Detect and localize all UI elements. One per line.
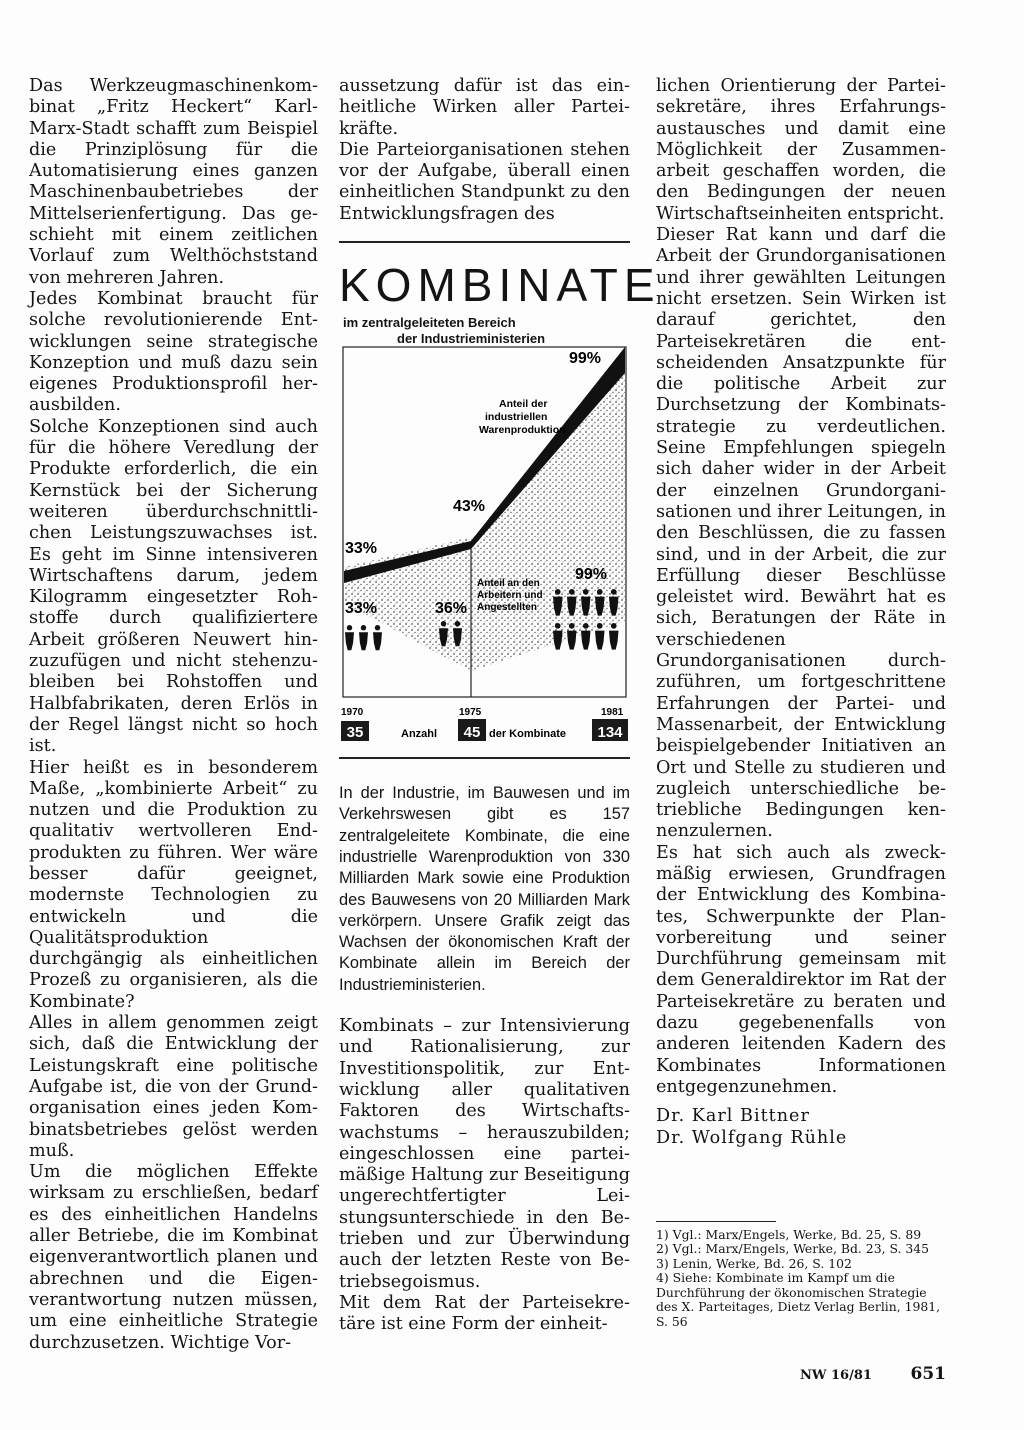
paragraph: Alles in allem genommen zeigt sich, daß die Entwicklung der Leistungskraft eine politische Aufgabe ist, die von der Grundorganisation eines jeden Kombinatsbetriebes gelöst werden muß. xyxy=(29,1013,318,1161)
author-2: Dr. Wolfgang Rühle xyxy=(656,1127,848,1148)
column-1 xyxy=(29,76,318,1354)
top-rule xyxy=(339,241,630,243)
paragraph: Dieser Rat kann und darf die Arbeit der Grundorganisationen und ihrer gewählten Leitungen nicht ersetzen. Sein Wirken ist darauf gerichtet, den Parteisekretären die entscheidenden Ansatzpunkte für die politische Arbeit zur Durchsetzung der Kombinatsstrategie zu verdeutlichen. Seine Empfehlungen spiegeln sich daher wider in der Arbeit der einzelnen Grundorganisationen und ihrer Leitungen, in den Beschlüssen, die zu fassen sind, und in der Arbeit, die zur Erfüllung dieser Beschlüsse geleistet wird. Bewährt hat es sich, Beratungen der Räte in verschiedenen Grundorganisationen durchzuführen, um fortgeschrittene Erfahrungen der Partei- und Massenarbeit, der Entwicklung beispielgebender Initiativen an Ort und Stelle zu studieren und zugleich unterschiedliche betriebliche Bedingungen kennenzulernen. xyxy=(656,225,946,842)
paragraph: Es hat sich auch als zweckmäßig erwiesen, Grundfragen der Entwicklung des Kombinates, Schwerpunkte der Planvorbereitung und seiner Durchführung gemeinsam mit dem Generaldirektor im Rat der Parteisekretäre zu beraten und dazu gegebenenfalls von anderen leitenden Kadern des Kombinates Informationen entgegenzunehmen. xyxy=(656,842,946,1097)
count-1970: 35 xyxy=(346,724,364,742)
author-1: Dr. Karl Bittner xyxy=(656,1106,810,1127)
page-number: 651 xyxy=(910,1364,946,1384)
x-tick-1981: 1981 xyxy=(601,707,624,719)
paragraph: Kombinats – zur Intensivierung und Rationalisierung, zur Investitionspolitik, zur Entwicklung aller qualitativen Faktoren des Wirtschaftswachstums – herauszubilden; eingeschlossen eine parteimäßige Haltung zur Beseitigung ungerechtfertigter Leistungsunterschiede in den Betrieben und zur Überwindung auch der letzten Reste von Betriebsegoismus. xyxy=(339,1016,630,1292)
production-series-line-2: industriellen xyxy=(485,411,548,424)
footnote-rule xyxy=(656,1221,776,1222)
production-1970-label: 33% xyxy=(345,540,378,558)
production-1981-label: 99% xyxy=(569,350,602,368)
paragraph: aussetzung dafür ist das einheitliche Wirken aller Parteikräfte. xyxy=(339,76,630,139)
kombinate-infographic xyxy=(339,241,661,761)
production-series-line-3: Warenproduktion xyxy=(479,424,566,437)
worker-figure xyxy=(609,623,619,650)
worker-figure xyxy=(345,625,354,650)
infographic-caption: In der Industrie, im Bauwesen und im Verkehrswesen gibt es 157 zentralgeleitete Kombinate, die eine industrielle Warenproduktion von 330 Milliarden Mark sowie eine Produktion des Bauwesens von 20 Milliarden Mark verkörpern. Unsere Grafik zeigt das Wachsen der ökonomischen Kraft der Kombinate allein im Bereich der Industrieministerien. xyxy=(339,784,630,994)
authors xyxy=(656,1106,946,1149)
workers-1975-label: 36% xyxy=(435,600,468,618)
paragraph: lichen Orientierung der Parteisekretäre, ihres Erfahrungsaustausches und damit eine Möglichkeit der Zusammenarbeit geschaffen worden, die den Bedingungen der neuen Wirtschaftseinheiten entspricht. xyxy=(656,76,946,224)
paragraph: Um die möglichen Effekte wirksam zu erschließen, bedarf es des einheitlichen Handelns aller Betriebe, die im Kombinat eigenverantwortlich planen und abrechnen und die Eigenverantwortung nutzen müssen, um eine einheitliche Strategie durchzusetzen. Wichtige Vor- xyxy=(29,1162,318,1353)
kombinate-chart xyxy=(339,341,630,749)
infographic-subtitle-1: im zentralgeleiteten Bereich xyxy=(343,315,516,331)
workers-series-line-2: Arbeitern und xyxy=(477,590,543,602)
footnote-4: 4) Siehe: Kombinate im Kampf um die Durchführung der ökonomischen Strategie des X. Parteitages, Dietz Verlag Berlin, 1981, S. 56 xyxy=(656,1270,941,1329)
paragraph: Jedes Kombinat braucht für solche revolutionierende Entwicklungen seine strategische Konzeption und muß dazu sein eigenes Produktionsprofil herausbilden. xyxy=(29,288,318,416)
footnote-3: 3) Lenin, Werke, Bd. 26, S. 102 xyxy=(656,1255,852,1271)
worker-figure xyxy=(359,625,368,650)
paragraph: Solche Konzeptionen sind auch für die höhere Veredlung der Produkte erforderlich, die ein Kernstück bei der Sicherung weiteren überdurchschnittlichen Leistungszuwachses ist. Es geht im Sinne intensiveren Wirtschaftens darum, jedem Kilogramm eingesetzter Rohstoffe durch qualifiziertere Arbeit größeren Neuwert hinzuzufügen und nicht stehenzubleiben bei Rohstoffen und Halbfabrikaten, deren Erlös in der Regel längst nicht so hoch ist. xyxy=(29,416,318,757)
production-series-line-1: Anteil der xyxy=(499,398,548,411)
paragraph: Das Werkzeugmaschinenkombinat „Fritz Heckert“ Karl-Marx-Stadt schafft zum Beispiel die Prinziplösung für die Automatisierung eines ganzen Maschinenbaubetriebes der Mittelserienfertigung. Das geschieht mit einem zeitlichen Vorlauf zum Welthöchststand von mehreren Jahren. xyxy=(29,76,318,288)
workers-1970-label: 33% xyxy=(345,600,378,618)
paragraph: Mit dem Rat der Parteisekretäre ist eine Form der einheit- xyxy=(339,1292,630,1335)
footnote-1: 1) Vgl.: Marx/Engels, Werke, Bd. 25, S. 89 xyxy=(656,1226,922,1242)
count-label-2: der Kombinate xyxy=(489,728,567,741)
x-tick-1975: 1975 xyxy=(459,707,482,719)
column-2 xyxy=(339,76,661,1336)
footnotes xyxy=(656,1228,946,1330)
worker-figure xyxy=(373,625,382,650)
workers-1981-label: 99% xyxy=(575,566,608,584)
production-1975-label: 43% xyxy=(453,498,486,516)
column-3 xyxy=(656,76,946,1329)
infographic-title: KOMBINATE xyxy=(339,259,661,312)
footnote-2: 2) Vgl.: Marx/Engels, Werke, Bd. 23, S. 345 xyxy=(656,1241,930,1257)
count-label-1: Anzahl xyxy=(401,728,438,741)
journal-reference: NW 16/81 xyxy=(800,1368,872,1383)
workers-series-line-3: Angestellten xyxy=(477,602,538,614)
count-1975: 45 xyxy=(463,724,481,742)
count-1981: 134 xyxy=(597,724,623,742)
x-tick-1970: 1970 xyxy=(341,707,364,719)
infographic-subtitle-2: der Industrieministerien xyxy=(397,331,546,347)
workers-series-line-1: Anteil an den xyxy=(477,578,540,590)
paragraph: Die Parteiorganisationen stehen vor der Aufgabe, überall einen einheitlichen Standpunkt zu den Entwicklungsfragen des xyxy=(339,139,630,224)
paragraph: Hier heißt es in besonderem Maße, „kombinierte Arbeit“ zu nutzen und die Produktion zu qualitativ wertvolleren Endprodukten zu führen. Wer wäre besser dafür geeignet, modernste Technologien zu entwickeln und die Qualitätsproduktion durchgängig als einheitlichen Prozeß zu organisieren, als die Kombinate? xyxy=(29,757,318,1012)
bottom-rule xyxy=(339,757,630,759)
